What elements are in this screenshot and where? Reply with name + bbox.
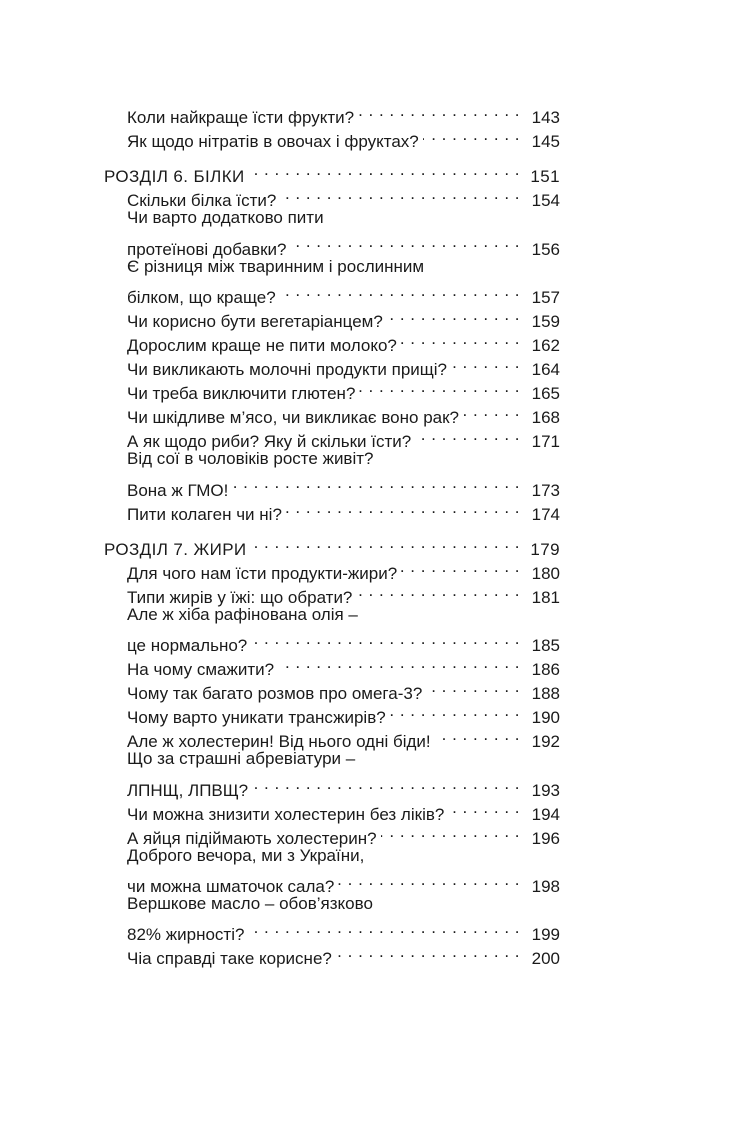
toc-entry-title: Але ж хіба рафінована олія – — [127, 604, 358, 624]
toc-entry-page: 157 — [531, 287, 560, 307]
toc-entry-page: 199 — [531, 925, 560, 945]
toc-entry-first-line[interactable] — [104, 255, 560, 279]
toc-entry-page: 171 — [531, 432, 560, 452]
toc-entry-page: 194 — [531, 804, 560, 824]
toc-entry[interactable] — [104, 916, 560, 945]
toc-entry-page: 193 — [531, 780, 560, 800]
toc-entry-page: 165 — [531, 384, 560, 404]
toc-entry-title: Чи варто додатково пити — [127, 208, 324, 228]
dot-leader — [280, 182, 520, 206]
toc-entry[interactable] — [104, 772, 560, 800]
toc-entry-title: протеїнові добавки? — [127, 239, 287, 259]
toc-entry-title: це нормально? — [127, 636, 248, 656]
toc-entry-page: 173 — [531, 480, 560, 500]
toc-entry-page: 188 — [531, 684, 560, 704]
table-of-contents — [104, 99, 560, 969]
toc-entry[interactable] — [104, 868, 560, 896]
chapter-title: РОЗДІЛ 6. БІЛКИ — [104, 167, 245, 187]
toc-entry-page: 196 — [531, 828, 560, 848]
toc-entry-page: 186 — [531, 660, 560, 680]
toc-entry-title: Є різниця між тваринним і рослинним — [127, 256, 425, 276]
toc-entry-title: Але ж холестерин! Від нього одні біди! — [127, 732, 431, 752]
toc-entry-title: Чи шкідливе м’ясо, чи викликає воно рак? — [127, 408, 459, 428]
toc-entry-first-line[interactable] — [104, 844, 560, 868]
dot-leader — [451, 351, 520, 375]
toc-entry-title: Чи викликають молочні продукти прищі? — [127, 360, 448, 380]
toc-entry-first-line[interactable] — [104, 447, 560, 471]
toc-entry-page: 181 — [531, 587, 560, 607]
dot-leader — [338, 868, 520, 892]
chapter-title: РОЗДІЛ 7. ЖИРИ — [104, 539, 247, 559]
toc-entry-page: 159 — [531, 311, 560, 331]
toc-entry-title: Вершкове масло – обов’язково — [127, 894, 373, 913]
toc-entry-title: Чому так багато розмов про омега-3? — [127, 684, 423, 704]
dot-leader — [390, 699, 520, 723]
toc-entry-page: 200 — [531, 949, 560, 969]
toc-entry-page: 174 — [531, 504, 560, 524]
toc-entry-title: чи можна шматочок сала? — [127, 877, 335, 896]
toc-entry-title: Від сої в чоловіків росте живіт? — [127, 449, 374, 469]
toc-entry[interactable] — [104, 99, 560, 128]
dot-leader — [358, 99, 520, 123]
dot-leader — [356, 579, 520, 603]
dot-leader — [401, 555, 520, 579]
toc-entry-title: А як щодо риби? Яку й скільки їсти? — [127, 432, 412, 452]
toc-entry-page: 164 — [531, 360, 560, 380]
toc-entry-page: 156 — [531, 239, 560, 259]
toc-entry-title: Доброго вечора, ми з України, — [127, 845, 365, 865]
toc-entry-page: 145 — [531, 132, 560, 152]
toc-entry-title: Чому варто уникати трансжирів? — [127, 708, 386, 728]
toc-entry-title: Дорослим краще не пити молоко? — [127, 335, 397, 355]
dot-leader — [280, 279, 520, 303]
toc-entry-title: Чи можна знизити холестерин без ліків? — [127, 804, 445, 824]
dot-leader — [401, 327, 520, 351]
toc-chapter-6[interactable] — [104, 158, 560, 187]
toc-entry-first-line[interactable] — [104, 603, 560, 627]
toc-entry-title: Чи корисно бути вегетаріанцем? — [127, 311, 383, 331]
toc-entry-title: Скільки білка їсти? — [127, 191, 277, 211]
toc-entry-title: Для чого нам їсти продукти-жири? — [127, 563, 398, 583]
toc-entry-first-line[interactable] — [104, 747, 560, 771]
dot-leader — [249, 158, 520, 182]
toc-entry-title: На чому смажити? — [127, 660, 275, 680]
toc-entry-first-line[interactable] — [104, 206, 560, 230]
chapter-page: 179 — [530, 539, 560, 559]
dot-leader — [387, 303, 520, 327]
dot-leader — [248, 916, 520, 940]
toc-entry[interactable] — [104, 230, 560, 259]
toc-chapter-7[interactable] — [104, 531, 560, 559]
toc-entry-title: Вона ж ГМО! — [127, 480, 229, 500]
toc-entry-title: Типи жирів у їжі: що обрати? — [127, 587, 353, 607]
toc-entry-page: 185 — [531, 636, 560, 656]
dot-leader — [290, 230, 520, 254]
toc-entry-title: ЛПНЩ, ЛПВЩ? — [127, 780, 249, 800]
toc-entry-title: Як щодо нітратів в овочах і фруктах? — [127, 132, 419, 152]
dot-leader — [423, 123, 520, 147]
toc-entry-title: Що за страшні абревіатури – — [127, 749, 356, 769]
dot-leader — [359, 375, 520, 399]
dot-leader — [251, 627, 520, 651]
toc-entry-page: 198 — [531, 877, 560, 896]
toc-entry-title: Коли найкраще їсти фрукти? — [127, 108, 355, 128]
toc-entry-title: А яйця підіймають холестерин? — [127, 828, 377, 848]
dot-leader — [381, 820, 520, 844]
toc-entry-title: Пити колаген чи ні? — [127, 504, 282, 524]
toc-entry-page: 168 — [531, 408, 560, 428]
toc-entry-page: 192 — [531, 732, 560, 752]
dot-leader — [435, 723, 520, 747]
dot-leader — [426, 675, 520, 699]
toc-entry[interactable] — [104, 279, 560, 307]
dot-leader — [336, 940, 520, 964]
toc-entry-first-line[interactable] — [104, 892, 560, 916]
dot-leader — [415, 423, 520, 447]
toc-entry-page: 180 — [531, 563, 560, 583]
toc-entry-title: Чи треба виключити глютен? — [127, 384, 356, 404]
dot-leader — [232, 471, 520, 495]
dot-leader — [251, 531, 520, 555]
toc-entry-title: Чіа справді таке корисне? — [127, 949, 332, 969]
toc-entry-title: 82% жирності? — [127, 925, 245, 945]
dot-leader — [278, 651, 520, 675]
toc-entry-page: 154 — [531, 191, 560, 211]
chapter-page: 151 — [530, 167, 560, 187]
toc-entry-page: 190 — [531, 708, 560, 728]
toc-entry-title: білком, що краще? — [127, 287, 276, 307]
toc-entry[interactable] — [104, 627, 560, 656]
toc-entry[interactable] — [104, 471, 560, 500]
dot-leader — [286, 496, 520, 520]
dot-leader — [448, 796, 520, 820]
toc-entry-page: 143 — [531, 108, 560, 128]
dot-leader — [252, 772, 520, 796]
dot-leader — [463, 399, 520, 423]
toc-entry-page: 162 — [531, 335, 560, 355]
